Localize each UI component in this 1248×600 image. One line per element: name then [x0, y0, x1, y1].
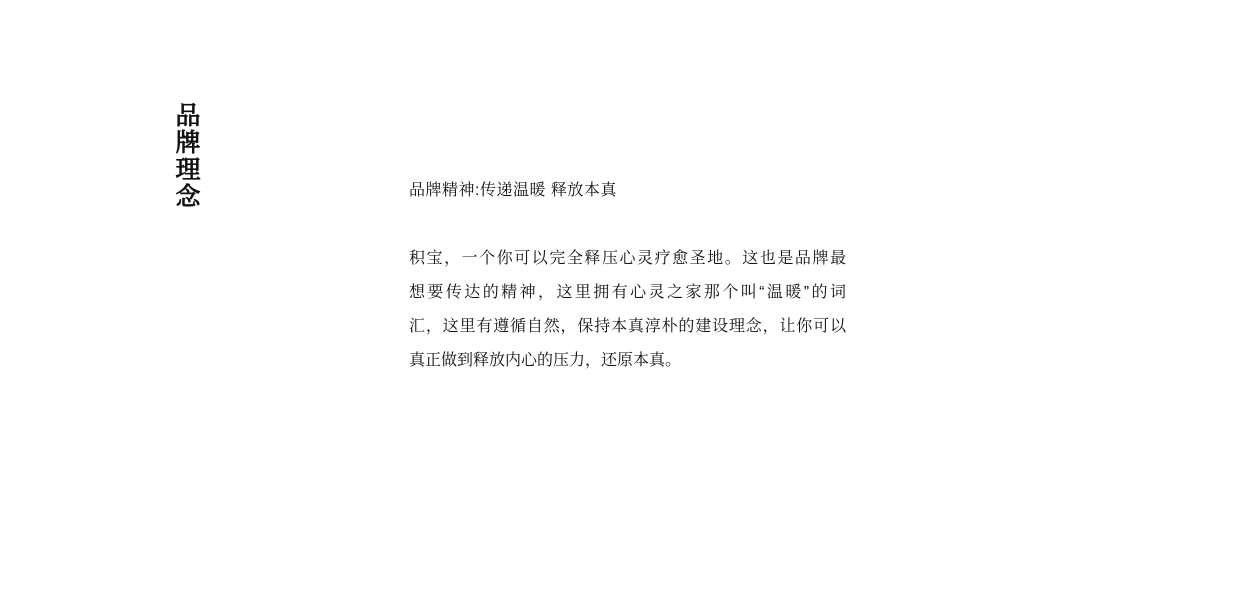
page-title-vertical: 品牌理念	[172, 102, 200, 210]
brand-spirit-heading: 品牌精神:传递温暖 释放本真	[409, 182, 617, 199]
paragraph-line: 积宝，一个你可以完全释压心灵疗愈圣地。这也是品牌最	[409, 250, 846, 267]
brand-paragraph	[409, 242, 846, 378]
paragraph-line: 真正做到释放内心的压力，还原本真。	[409, 352, 682, 369]
paragraph-line: 想要传达的精神，这里拥有心灵之家那个叫“温暖”的词	[409, 284, 846, 301]
content-block	[409, 181, 846, 378]
paragraph-line: 汇，这里有遵循自然，保持本真淳朴的建设理念，让你可以	[409, 318, 846, 335]
